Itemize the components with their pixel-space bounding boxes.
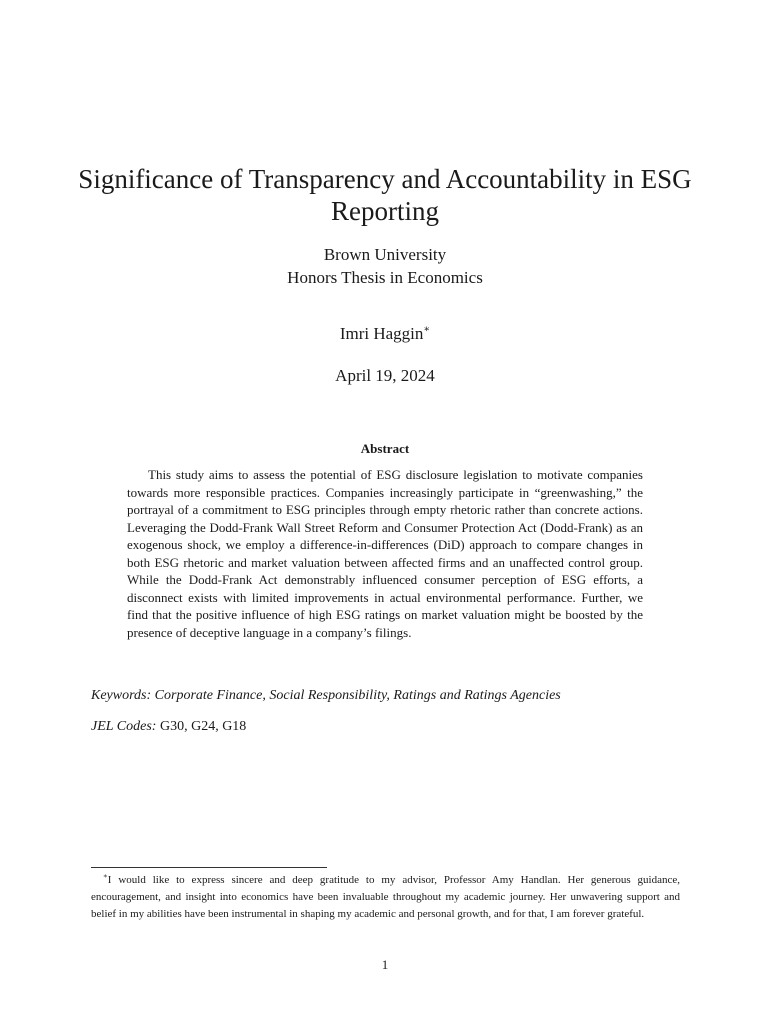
keywords-label: Keywords: bbox=[91, 688, 152, 703]
jel-codes-label: JEL Codes: bbox=[91, 719, 157, 734]
author-line bbox=[0, 322, 770, 346]
keywords-value: Corporate Finance, Social Responsibility, Ratings and Ratings Agencies bbox=[154, 688, 561, 703]
footnote bbox=[91, 872, 680, 923]
footnote-rule bbox=[91, 867, 327, 868]
affiliation-program: Honors Thesis in Economics bbox=[287, 268, 483, 287]
author-name: Imri Haggin bbox=[339, 324, 424, 343]
abstract-text: This study aims to assess the potential of ESG disclosure legislation to motivate companies towards more responsible practices. Companies increasingly participate in “greenwashing,” the portrayal of a commitment to ESG principles through empty rhetoric rather than concrete actions. Leveraging the Dodd-Frank Wall Street Reform and Consumer Protection Act (Dodd-Frank) as an exogenous shock, we employ a difference-in-differences (DiD) approach to compare changes in both ESG rhetoric and market valuation between affected firms and an unaffected control group. While the Dodd-Frank Act demonstrably influenced consumer perception of ESG efforts, a disconnect exists with limited improvements in actual environmental performance. Further, we find that the positive influence of high ESG ratings on market valuation might be boosted by the presence of deceptive language in a company’s filings. bbox=[127, 467, 643, 640]
footnote-text: I would like to express sincere and deep gratitude to my advisor, Professor Amy Handlan. Her generous guidance, encouragement, and insight into economics have been invaluable throughout my academic journey. Her unwavering support and belief in my abilities have been instrumental in shaping my academic and personal growth, and for that, I am forever grateful. bbox=[91, 874, 680, 920]
jel-codes-value: G30, G24, G18 bbox=[159, 719, 247, 734]
footnote-mark: ∗ bbox=[103, 872, 108, 880]
author-footnote-mark[interactable]: ∗ bbox=[423, 324, 431, 335]
affiliation-university: Brown University bbox=[323, 245, 447, 264]
abstract-heading: Abstract bbox=[360, 441, 410, 456]
jel-codes-line bbox=[91, 718, 691, 736]
paper-date: April 19, 2024 bbox=[335, 366, 435, 385]
paper-title: Significance of Transparency and Accountability in ESG Reporting bbox=[78, 164, 692, 226]
page-number: 1 bbox=[381, 957, 389, 972]
keywords-line bbox=[91, 687, 691, 705]
